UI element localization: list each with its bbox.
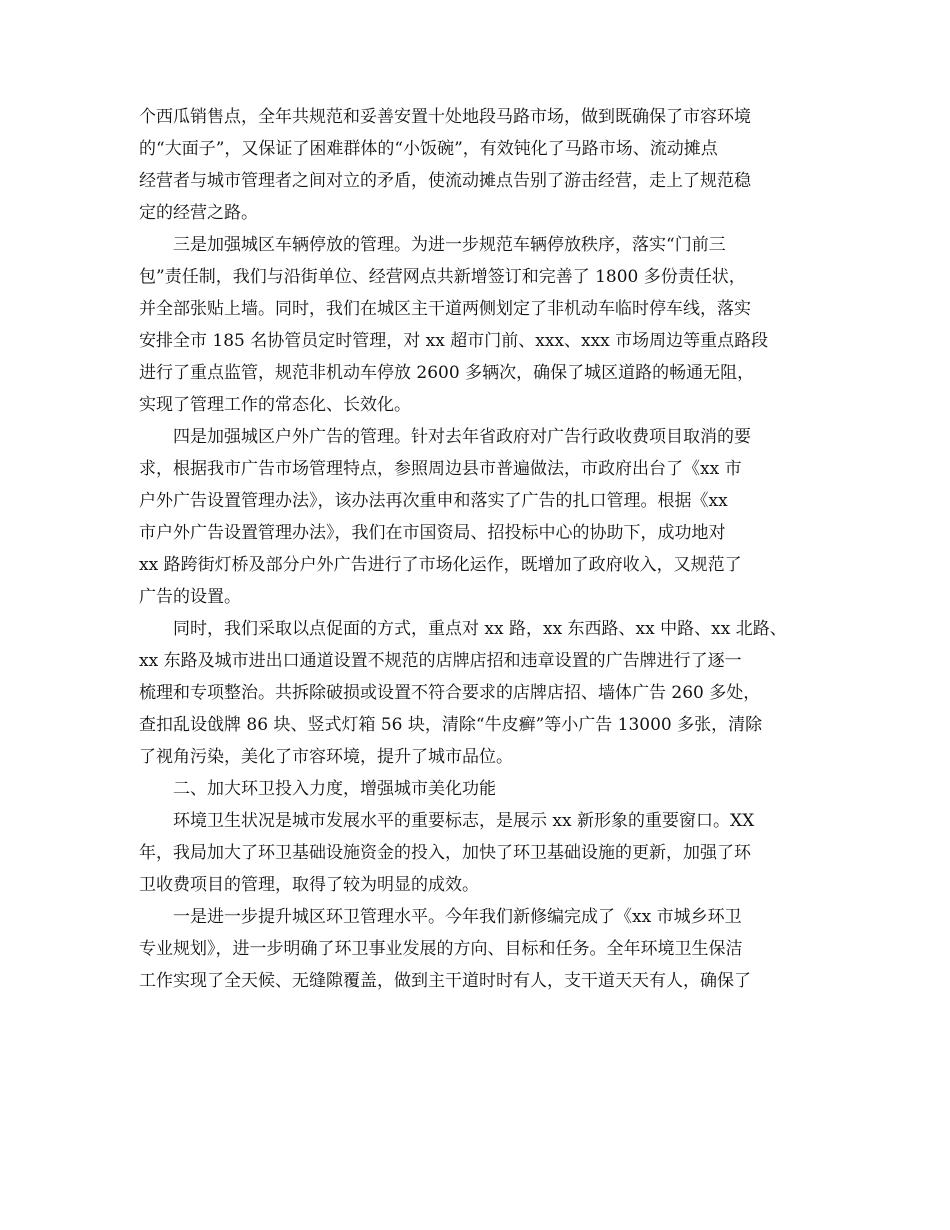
text-line: 年，我局加大了环卫基础设施资金的投入，加快了环卫基础设施的更新，加强了环 xyxy=(139,843,751,863)
text-line: 卫收费项目的管理，取得了较为明显的成效。 xyxy=(139,875,479,895)
text-line: 经营者与城市管理者之间对立的矛盾，使流动摊点告别了游击经营，走上了规范稳 xyxy=(139,171,751,191)
text-line: 户外广告设置管理办法》，该办法再次重申和落实了广告的扎口管理。根据《xx xyxy=(139,491,728,511)
text-line: 了视角污染，美化了市容环境，提升了城市品位。 xyxy=(139,747,513,767)
text-line: 实现了管理工作的常态化、长效化。 xyxy=(139,395,411,415)
text-line: 一是进一步提升城区环卫管理水平。今年我们新修编完成了《xx 市城乡环卫 xyxy=(173,907,742,927)
text-line: 并全部张贴上墙。同时，我们在城区主干道两侧划定了非机动车临时停车线，落实 xyxy=(139,299,751,319)
text-line: 安排全市 185 名协管员定时管理，对 xx 超市门前、xxx、xxx 市场周边等重点路段 xyxy=(139,331,769,351)
text-line: 的“大面子”，又保证了困难群体的“小饭碗”，有效钝化了马路市场、流动摊点 xyxy=(139,139,718,159)
text-line: 市户外广告设置管理办法》，我们在市国资局、招投标中心的协助下，成功地对 xyxy=(139,523,726,543)
text-line: 专业规划》，进一步明确了环卫事业发展的方向、目标和任务。全年环境卫生保洁 xyxy=(139,939,743,959)
text-line: 定的经营之路。 xyxy=(139,203,258,223)
section-heading: 二、加大环卫投入力度，增强城市美化功能 xyxy=(173,779,496,799)
text-line: 三是加强城区车辆停放的管理。为进一步规范车辆停放秩序，落实“门前三 xyxy=(173,235,726,255)
text-line: 四是加强城区户外广告的管理。针对去年省政府对广告行政收费项目取消的要 xyxy=(173,427,751,447)
text-line: 包”责任制，我们与沿街单位、经营网点共新增签订和完善了 1800 多份责任状， xyxy=(139,267,746,287)
text-line: 工作实现了全天候、无缝隙覆盖，做到主干道时时有人，支干道天天有人，确保了 xyxy=(139,971,751,991)
text-line: 广告的设置。 xyxy=(139,587,241,607)
text-line: 同时，我们采取以点促面的方式，重点对 xx 路，xx 东西路、xx 中路、xx 北路、 xyxy=(173,619,787,639)
text-line: 求，根据我市广告市场管理特点，参照周边县市普遍做法，市政府出台了《xx 市 xyxy=(139,459,742,479)
text-line: 进行了重点监管，规范非机动车停放 2600 多辆次，确保了城区道路的畅通无阻， xyxy=(139,363,755,383)
text-line: xx 路跨街灯桥及部分户外广告进行了市场化运作，既增加了政府收入，又规范了 xyxy=(139,555,742,575)
text-line: 查扣乱设戗牌 86 块、竖式灯箱 56 块，清除“牛皮癣”等小广告 13000 多张，清除 xyxy=(139,715,763,735)
text-line: 环境卫生状况是城市发展水平的重要标志，是展示 xx 新形象的重要窗口。XX xyxy=(173,811,755,831)
text-line: 梳理和专项整治。共拆除破损或设置不符合要求的店牌店招、墙体广告 260 多处， xyxy=(139,683,761,703)
text-line: 个西瓜销售点，全年共规范和妥善安置十处地段马路市场，做到既确保了市容环境 xyxy=(139,107,751,127)
text-line: xx 东路及城市进出口通道设置不规范的店牌店招和违章设置的广告牌进行了逐一 xyxy=(139,651,742,671)
